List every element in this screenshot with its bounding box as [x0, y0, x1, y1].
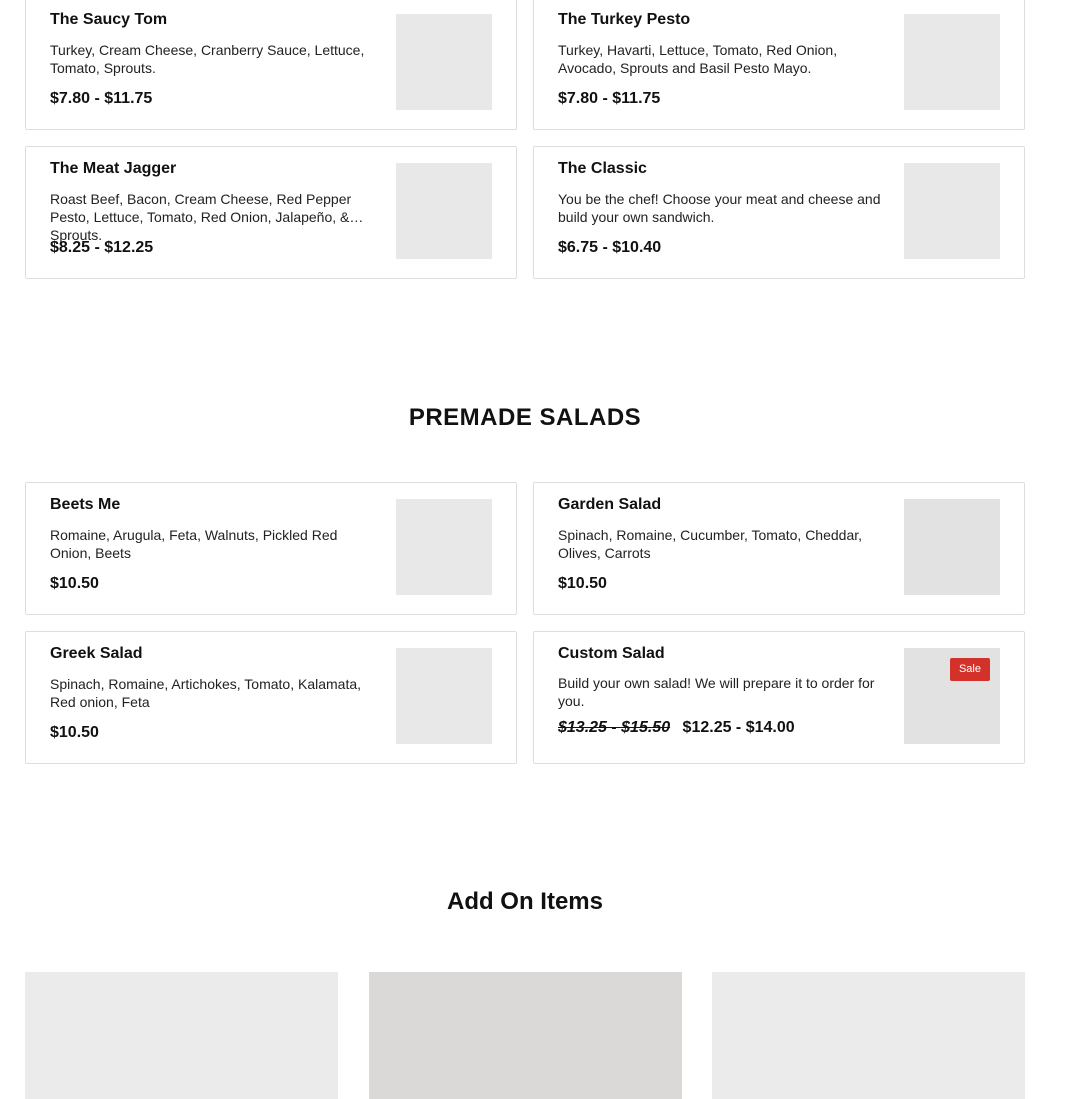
menu-item-card[interactable]: [533, 0, 1025, 130]
addon-item-image[interactable]: [369, 972, 682, 1099]
item-original-price: $13.25 - $15.50: [558, 719, 671, 736]
item-image: [904, 648, 1000, 744]
item-image: [396, 499, 492, 595]
item-description: Turkey, Havarti, Lettuce, Tomato, Red Onion, Avocado, Sprouts and Basil Pesto Mayo.: [558, 42, 838, 76]
item-title: Custom Salad: [558, 645, 665, 662]
addon-item-image[interactable]: [712, 972, 1025, 1099]
menu-item-card[interactable]: [25, 0, 517, 130]
menu-item-card[interactable]: [533, 146, 1025, 279]
section-heading-addons: Add On Items: [446, 888, 603, 915]
item-description: Spinach, Romaine, Artichokes, Tomato, Kalamata, Red onion, Feta: [50, 676, 362, 710]
item-price: $8.25 - $12.25: [50, 239, 154, 256]
item-sale-price: $12.25 - $14.00: [682, 719, 795, 736]
item-image: [396, 163, 492, 259]
menu-item-card[interactable]: [25, 631, 517, 764]
item-title: The Classic: [558, 160, 647, 177]
addon-item-image[interactable]: [25, 972, 338, 1099]
item-description: Roast Beef, Bacon, Cream Cheese, Red Pepper Pesto, Lettuce, Tomato, Red Onion, Jalapeño, & Sprouts.: [50, 191, 352, 243]
menu-item-card-custom-salad[interactable]: [533, 631, 1025, 764]
menu-item-card[interactable]: [25, 146, 517, 279]
item-description: Spinach, Romaine, Cucumber, Tomato, Cheddar, Olives, Carrots: [558, 527, 863, 561]
item-description: You be the chef! Choose your meat and cheese and build your own sandwich.: [558, 191, 881, 225]
item-description: Build your own salad! We will prepare it to order for you.: [558, 675, 875, 709]
item-price: $10.50: [50, 724, 99, 741]
section-heading-salads: PREMADE SALADS: [408, 404, 642, 431]
item-price: $6.75 - $10.40: [558, 239, 662, 256]
item-price: $7.80 - $11.75: [558, 90, 661, 107]
item-price-row: [558, 719, 795, 737]
menu-item-card[interactable]: [533, 482, 1025, 615]
item-title: The Meat Jagger: [50, 160, 177, 177]
item-description: Turkey, Cream Cheese, Cranberry Sauce, Lettuce, Tomato, Sprouts.: [50, 42, 365, 76]
item-title: Greek Salad: [50, 645, 143, 662]
item-price: $7.80 - $11.75: [50, 90, 153, 107]
sale-badge: Sale: [950, 658, 990, 681]
item-price: $10.50: [50, 575, 99, 592]
item-price: $10.50: [558, 575, 607, 592]
item-description: Romaine, Arugula, Feta, Walnuts, Pickled Red Onion, Beets: [50, 527, 338, 561]
item-title: The Saucy Tom: [50, 11, 168, 28]
item-image: [904, 14, 1000, 110]
item-image: [396, 648, 492, 744]
item-title: The Turkey Pesto: [558, 11, 691, 28]
item-image: [396, 14, 492, 110]
item-image: [904, 499, 1000, 595]
menu-item-card[interactable]: [25, 482, 517, 615]
item-title: Garden Salad: [558, 496, 662, 513]
item-image: [904, 163, 1000, 259]
item-title: Beets Me: [50, 496, 121, 513]
